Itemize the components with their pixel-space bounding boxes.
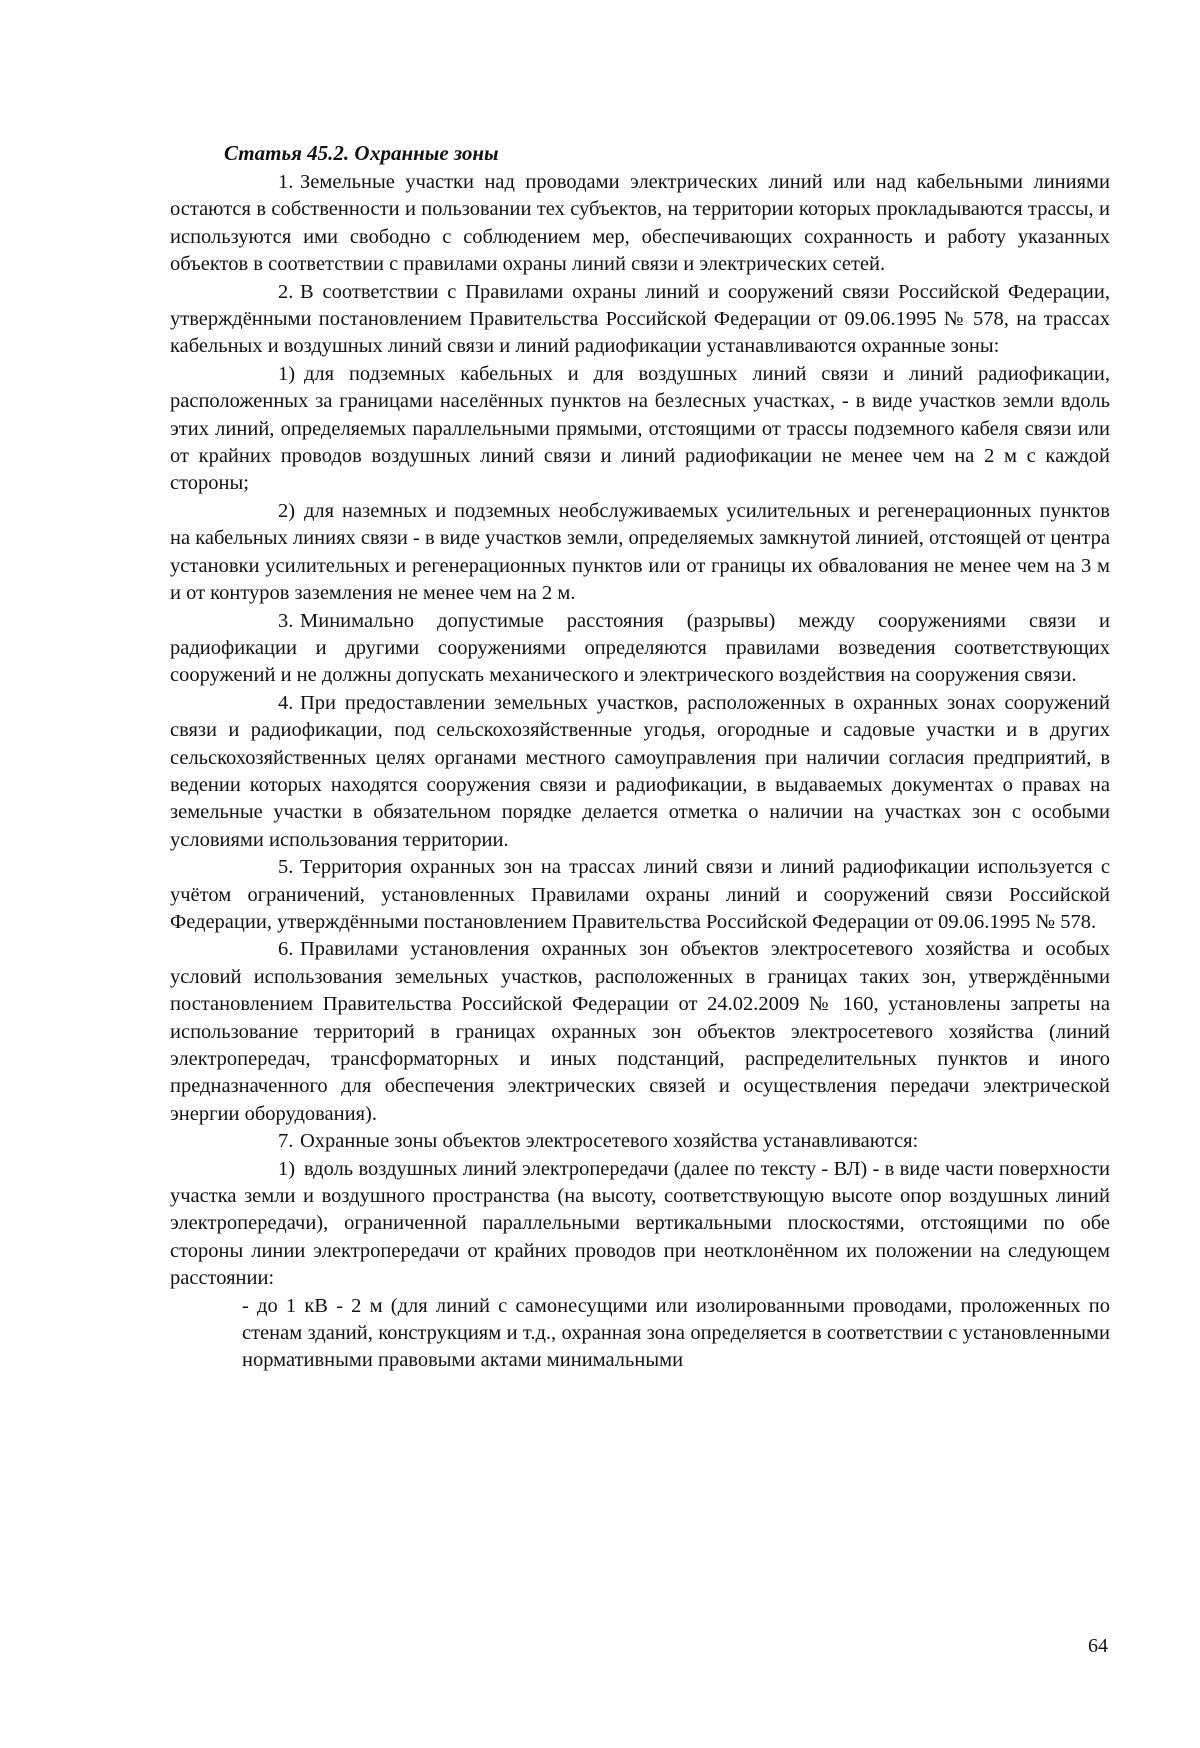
subparagraph-number: 2): [278, 499, 296, 522]
paragraph-text: Правилами установления охранных зон объектов электросетевого хозяйства и особых условий использования земельных участков, расположенных в границах таких зон, утверждёнными постановлением Правительства Российской Федерации от 24.02.2009 № 160, установлены запреты на использование территорий в границах охранных зон объектов электросетевого хозяйства (линий электропередач, трансформаторных и иных подстанций, распределительных пунктов и иного предназначенного для обеспечения электрических связей и осуществления передачи электрической энергии оборудования).: [170, 938, 1110, 1125]
paragraph-number: 4.: [278, 691, 294, 714]
paragraph-number: 5.: [278, 856, 294, 879]
paragraph-text: Земельные участки над проводами электрических линий или над кабельными линиями остаются в собственности и пользовании тех субъектов, на территории которых прокладываются трассы, и используются ими свободно с соблюдением мер, обеспечивающих сохранность и работу указанных объектов в соответствии с правилами охраны линий связи и электрических сетей.: [170, 171, 1110, 276]
paragraph-2: [170, 279, 1110, 361]
paragraph-text: Минимально допустимые расстояния (разрывы) между сооружениями связи и радиофикации и другими сооружениями определяются правилами возведения соответствующих сооружений и не должны допускать механического и электрического воздействия на сооружения связи.: [170, 609, 1110, 687]
subparagraph-2-2: [170, 498, 1110, 608]
paragraph-1: [170, 169, 1110, 279]
paragraph-text: При предоставлении земельных участков, расположенных в охранных зонах сооружений связи и радиофикации, под сельскохозяйственные угодья, огородные и садовые участки и в других сельскохозяйственных целях органами местного самоуправления при наличии согласия предприятий, в ведении которых находятся сооружения связи и радиофикации, в выдаваемых документах о правах на земельные участки в обязательном порядке делается отметка о наличии на участках зон с особыми условиями использования территории.: [170, 691, 1110, 851]
paragraph-5: [170, 854, 1110, 936]
paragraph-number: 3.: [278, 609, 294, 632]
subparagraph-number: 1): [278, 362, 296, 385]
article-heading: Статья 45.2. Охранные зоны: [224, 141, 499, 165]
paragraph-3: [170, 608, 1110, 690]
paragraph-number: 1.: [278, 171, 294, 193]
subparagraph-number: 1): [278, 1157, 296, 1180]
subparagraph-text: для подземных кабельных и для воздушных линий связи и линий радиофикации, расположенных за границами населённых пунктов на безлесных участках, - в виде участков земли вдоль этих линий, определяемых параллельными прямыми, отстоящими от трассы подземного кабеля связи или от крайних проводов воздушных линий связи и линий радиофикации не менее чем на 2 м с каждой стороны;: [170, 362, 1110, 495]
paragraph-number: 7.: [278, 1130, 294, 1153]
subparagraph-2-1: [170, 361, 1110, 498]
subparagraph-text: для наземных и подземных необслуживаемых усилительных и регенерационных пунктов на кабельных линиях связи - в виде участков земли, определяемых замкнутой линией, отстоящей от центра установки усилительных и регенерационных пунктов или от границы их обвалования не менее чем на 3 м и от контуров заземления не менее чем на 2 м.: [170, 499, 1110, 605]
paragraph-text: В соответствии с Правилами охраны линий и сооружений связи Российской Федерации, утверждёнными постановлением Правительства Российской Федерации от 09.06.1995 № 578, на трассах кабельных и воздушных линий связи и линий радиофикации устанавливаются охранные зоны:: [170, 280, 1110, 358]
subparagraph-7-1: [170, 1156, 1110, 1293]
document-page: [170, 140, 1110, 1375]
dash-item-1: - до 1 кВ - 2 м (для линий с самонесущими или изолированными проводами, проложенных по стенам зданий, конструкциям и т.д., охранная зона определяется в соответствии с установленными нормативными правовыми актами минимальными: [242, 1294, 1110, 1372]
subparagraph-text: вдоль воздушных линий электропередачи (далее по тексту - ВЛ) - в виде части поверхности участка земли и воздушного пространства (на высоту, соответствующую высоте опор воздушных линий электропередачи), ограниченной параллельными вертикальными плоскостями, отстоящими по обе стороны линии электропередачи от крайних проводов при неотклонённом их положении на следующем расстоянии:: [170, 1157, 1110, 1290]
paragraph-6: [170, 936, 1110, 1128]
paragraph-7: [170, 1128, 1110, 1155]
paragraph-text: Охранные зоны объектов электросетевого хозяйства устанавливаются:: [300, 1130, 919, 1153]
paragraph-4: [170, 690, 1110, 854]
paragraph-number: 2.: [278, 280, 294, 303]
page-number: 64: [1088, 1635, 1108, 1657]
paragraph-number: 6.: [278, 938, 294, 961]
paragraph-text: Территория охранных зон на трассах линий связи и линий радиофикации используется с учётом ограничений, установленных Правилами охраны линий и сооружений связи Российской Федерации, утверждёнными постановлением Правительства Российской Федерации от 09.06.1995 № 578.: [170, 856, 1110, 933]
